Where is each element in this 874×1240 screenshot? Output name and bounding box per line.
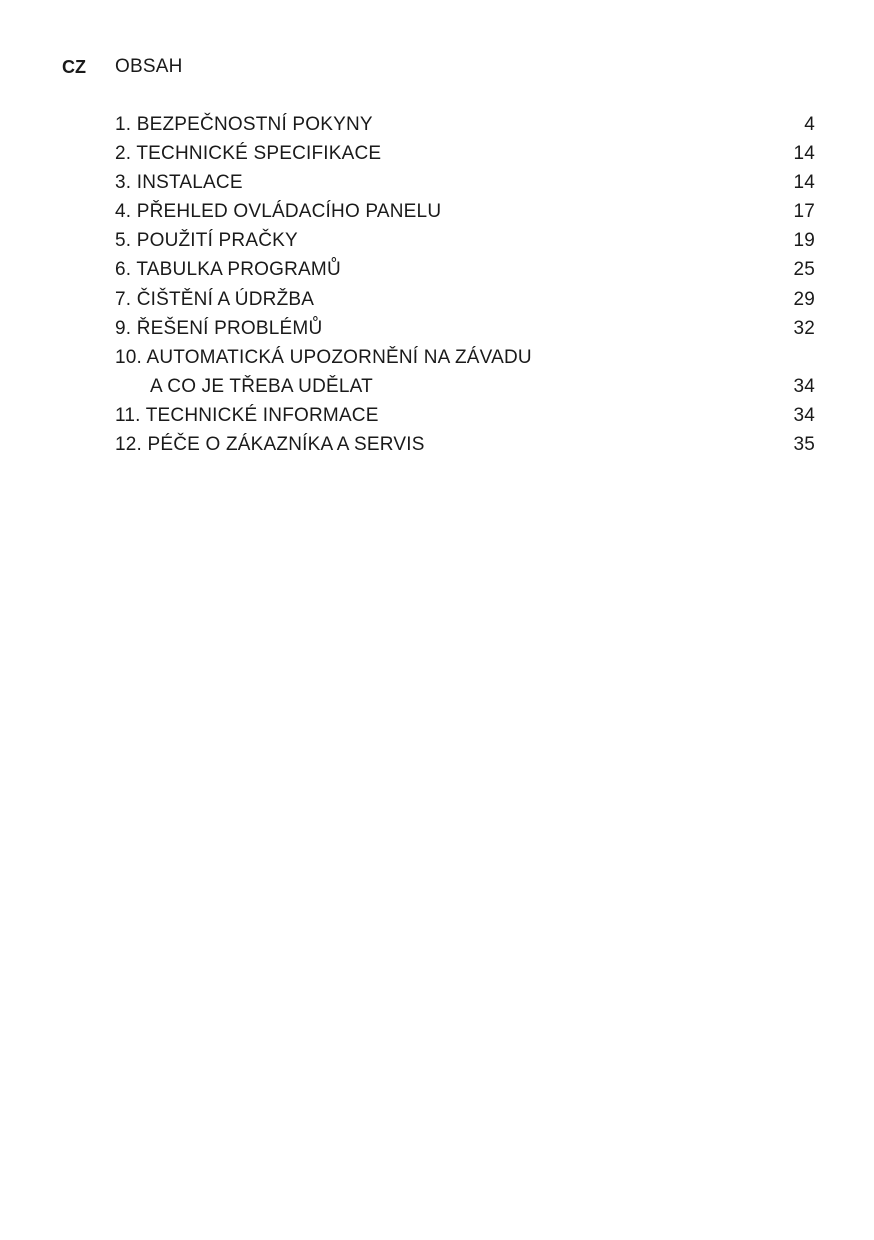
toc-entry-page: 14 — [793, 143, 815, 165]
toc-entry-page: 19 — [793, 230, 815, 252]
toc-entry-cleaning[interactable] — [115, 289, 815, 318]
toc-entry-page: 34 — [793, 404, 815, 426]
toc-entry-page: 35 — [793, 434, 815, 456]
toc-entry-title: 5. POUŽITÍ PRAČKY — [115, 230, 298, 252]
toc-entry-page: 4 — [804, 114, 815, 135]
toc-entry-title: 11. TECHNICKÉ INFORMACE — [115, 404, 379, 426]
toc-entry-title: 2. TECHNICKÉ SPECIFIKACE — [115, 143, 382, 165]
toc-entry-fault-alerts-continued[interactable] — [115, 376, 815, 405]
toc-entry-title: 9. ŘEŠENÍ PROBLÉMŮ — [115, 317, 323, 339]
toc-entry-page: 32 — [793, 317, 815, 339]
toc-entry-customer-care[interactable] — [115, 434, 815, 463]
toc-entry-usage[interactable] — [115, 230, 815, 259]
toc-entry-title: 1. BEZPEČNOSTNÍ POKYNY — [115, 114, 373, 135]
toc-entry-title: 6. TABULKA PROGRAMŮ — [115, 259, 341, 281]
table-of-contents — [115, 114, 815, 463]
toc-entry-page: 29 — [793, 288, 815, 310]
toc-entry-title: 12. PÉČE O ZÁKAZNÍKA A SERVIS — [115, 434, 425, 456]
toc-entry-specifications[interactable] — [115, 143, 815, 172]
language-code: CZ — [62, 57, 86, 77]
toc-entry-program-table[interactable] — [115, 259, 815, 288]
toc-entry-title: 7. ČIŠTĚNÍ A ÚDRŽBA — [115, 288, 315, 310]
toc-entry-page: 14 — [793, 172, 815, 194]
page-title: OBSAH — [115, 56, 183, 77]
toc-entry-page: 34 — [793, 375, 815, 397]
toc-entry-troubleshooting[interactable] — [115, 318, 815, 347]
toc-entry-technical-info[interactable] — [115, 405, 815, 434]
toc-entry-control-panel[interactable] — [115, 201, 815, 230]
toc-entry-page: 17 — [793, 201, 815, 223]
toc-entry-page: 25 — [793, 259, 815, 281]
toc-entry-installation[interactable] — [115, 172, 815, 201]
toc-entry-safety[interactable] — [115, 114, 815, 143]
toc-entry-title: 10. AUTOMATICKÁ UPOZORNĚNÍ NA ZÁVADU — [115, 346, 532, 368]
toc-entry-fault-alerts[interactable] — [115, 347, 815, 376]
toc-entry-title: 4. PŘEHLED OVLÁDACÍHO PANELU — [115, 201, 442, 223]
toc-entry-title: 3. INSTALACE — [115, 172, 243, 194]
toc-entry-title-continued: A CO JE TŘEBA UDĚLAT — [150, 375, 373, 397]
